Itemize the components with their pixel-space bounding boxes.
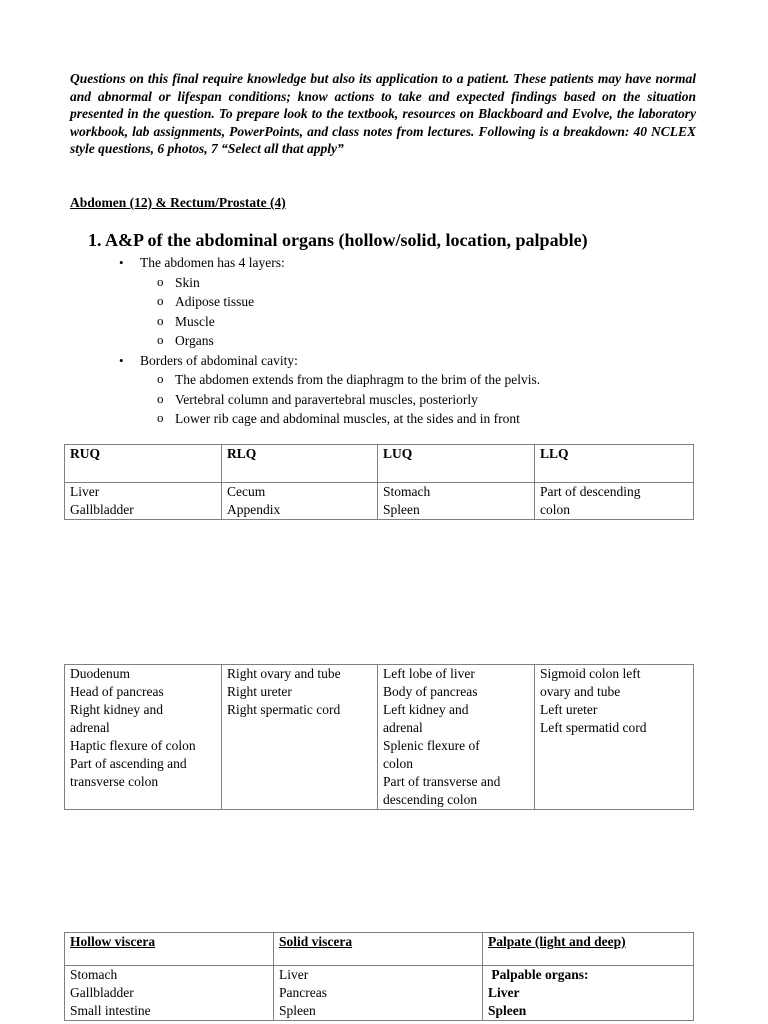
cell-line: Gallbladder bbox=[70, 985, 134, 1000]
outline-subitem-label: Muscle bbox=[175, 313, 215, 329]
cell-line: Haptic flexure of colon bbox=[70, 738, 196, 753]
cell-line: Pancreas bbox=[279, 985, 327, 1000]
cell-line: Cecum bbox=[227, 484, 266, 499]
table-cell bbox=[65, 966, 274, 1021]
cell-line: ovary and tube bbox=[540, 684, 621, 699]
cell-line: Duodenum bbox=[70, 666, 130, 681]
outline-subitem-label: Lower rib cage and abdominal muscles, at the sides and in front bbox=[175, 411, 520, 426]
cell-line: Left lobe of liver bbox=[383, 666, 475, 681]
cell-line: Left kidney and bbox=[383, 702, 469, 717]
outline-level-1 bbox=[0, 253, 768, 429]
table-header-cell bbox=[483, 933, 694, 966]
cell-line: Splenic flexure of bbox=[383, 738, 480, 753]
table-cell bbox=[274, 966, 483, 1021]
cell-line: Gallbladder bbox=[70, 502, 134, 517]
outline-item-borders bbox=[0, 351, 768, 429]
cell-line: colon bbox=[540, 502, 570, 517]
sub-bullet-icon: o bbox=[157, 410, 164, 425]
table-cell bbox=[535, 483, 694, 520]
header-rlq: RLQ bbox=[227, 446, 257, 461]
cell-line: Body of pancreas bbox=[383, 684, 478, 699]
cell-line: Spleen bbox=[279, 1003, 316, 1018]
outline-level-2 bbox=[140, 273, 768, 351]
outline bbox=[0, 253, 768, 429]
table-row bbox=[65, 665, 694, 810]
header-palpate: Palpate (light and deep) bbox=[488, 934, 626, 949]
sub-bullet-icon: o bbox=[157, 312, 164, 328]
header-hollow-viscera: Hollow viscera bbox=[70, 934, 156, 949]
table-cell bbox=[222, 665, 378, 810]
outline-subitem-label: Skin bbox=[175, 274, 200, 290]
table-header-cell bbox=[378, 445, 535, 483]
cell-line: adrenal bbox=[383, 720, 423, 735]
header-llq: LLQ bbox=[540, 446, 569, 461]
table-row bbox=[65, 483, 694, 520]
cell-line: Part of descending bbox=[540, 484, 641, 499]
table-cell bbox=[65, 665, 222, 810]
table-cell bbox=[222, 483, 378, 520]
table-cell bbox=[535, 665, 694, 810]
topic-heading: 1. A&P of the abdominal organs (hollow/solid, location, palpable) bbox=[88, 230, 588, 250]
quadrant-table-continued bbox=[64, 664, 694, 810]
cell-line: Right kidney and bbox=[70, 702, 163, 717]
table-header-cell bbox=[274, 933, 483, 966]
cell-line: Left spermatid cord bbox=[540, 720, 647, 735]
cell-line: Part of ascending and bbox=[70, 756, 187, 771]
table-row bbox=[65, 966, 694, 1021]
cell-line: descending colon bbox=[383, 792, 478, 807]
section-heading: Abdomen (12) & Rectum/Prostate (4) bbox=[70, 195, 286, 210]
table-cell bbox=[483, 966, 694, 1021]
outline-level-2 bbox=[140, 370, 768, 429]
bullet-icon: • bbox=[119, 255, 124, 270]
table-header-cell bbox=[65, 445, 222, 483]
cell-line: Stomach bbox=[383, 484, 431, 499]
outline-subitem-label: Adipose tissue bbox=[175, 294, 255, 309]
cell-line: Right spermatic cord bbox=[227, 702, 341, 717]
cell-line: Liver bbox=[488, 985, 520, 1000]
table-cell bbox=[378, 665, 535, 810]
palpable-organs-label: Palpable organs: bbox=[488, 967, 589, 982]
cell-line: Right ovary and tube bbox=[227, 666, 341, 681]
cell-line: Appendix bbox=[227, 502, 281, 517]
outline-subitem bbox=[0, 312, 768, 332]
outline-item-label: Borders of abdominal cavity: bbox=[140, 352, 298, 368]
table-header-cell bbox=[65, 933, 274, 966]
header-solid-viscera: Solid viscera bbox=[279, 934, 353, 949]
table-header-row bbox=[65, 445, 694, 483]
cell-line: Stomach bbox=[70, 967, 118, 982]
cell-line: adrenal bbox=[70, 720, 110, 735]
header-luq: LUQ bbox=[383, 446, 413, 461]
sub-bullet-icon: o bbox=[157, 371, 164, 386]
outline-subitem bbox=[0, 390, 768, 410]
cell-line: Spleen bbox=[383, 502, 420, 517]
quadrant-table bbox=[64, 444, 694, 520]
sub-bullet-icon: o bbox=[157, 293, 164, 308]
header-ruq: RUQ bbox=[70, 446, 100, 461]
outline-subitem bbox=[0, 409, 768, 429]
table-header-cell bbox=[535, 445, 694, 483]
cell-line: Sigmoid colon left bbox=[540, 666, 641, 681]
cell-line: Liver bbox=[279, 967, 309, 982]
outline-subitem-label: Organs bbox=[175, 333, 214, 348]
outline-subitem bbox=[0, 370, 768, 390]
cell-line: Head of pancreas bbox=[70, 684, 164, 699]
table-header-cell bbox=[222, 445, 378, 483]
table-cell bbox=[65, 483, 222, 520]
intro-paragraph: Questions on this final require knowledge but also its application to a patient. These patients may have normal and abnormal or lifespan conditions; know actions to take and expected findings based on the situation presented in the question. To prepare look to the textbook, resources on Blackboard and Evolve, the laboratory workbook, lab assignments, PowerPoints, and class notes from lectures. Following is a breakdown: 40 NCLEX style questions, 6 photos, 7 “Select all that apply” bbox=[70, 71, 696, 156]
outline-subitem-label: The abdomen extends from the diaphragm to the brim of the pelvis. bbox=[175, 372, 541, 387]
bullet-icon: • bbox=[119, 352, 124, 368]
cell-line: colon bbox=[383, 756, 413, 771]
outline-subitem-label: Vertebral column and paravertebral muscles, posteriorly bbox=[175, 391, 478, 407]
outline-subitem bbox=[0, 331, 768, 351]
cell-line: Spleen bbox=[488, 1003, 527, 1018]
viscera-table bbox=[64, 932, 694, 1021]
cell-line: Right ureter bbox=[227, 684, 292, 699]
sub-bullet-icon: o bbox=[157, 332, 164, 347]
outline-item-label: The abdomen has 4 layers: bbox=[140, 255, 285, 270]
cell-line: Liver bbox=[70, 484, 100, 499]
table-header-row bbox=[65, 933, 694, 966]
cell-line: transverse colon bbox=[70, 774, 159, 789]
sub-bullet-icon: o bbox=[157, 273, 164, 289]
cell-line: Part of transverse and bbox=[383, 774, 501, 789]
cell-line: Left ureter bbox=[540, 702, 598, 717]
table-cell bbox=[378, 483, 535, 520]
cell-line: Small intestine bbox=[70, 1003, 151, 1018]
sub-bullet-icon: o bbox=[157, 390, 164, 406]
outline-item-layers bbox=[0, 253, 768, 351]
outline-subitem bbox=[0, 273, 768, 293]
outline-subitem bbox=[0, 292, 768, 312]
